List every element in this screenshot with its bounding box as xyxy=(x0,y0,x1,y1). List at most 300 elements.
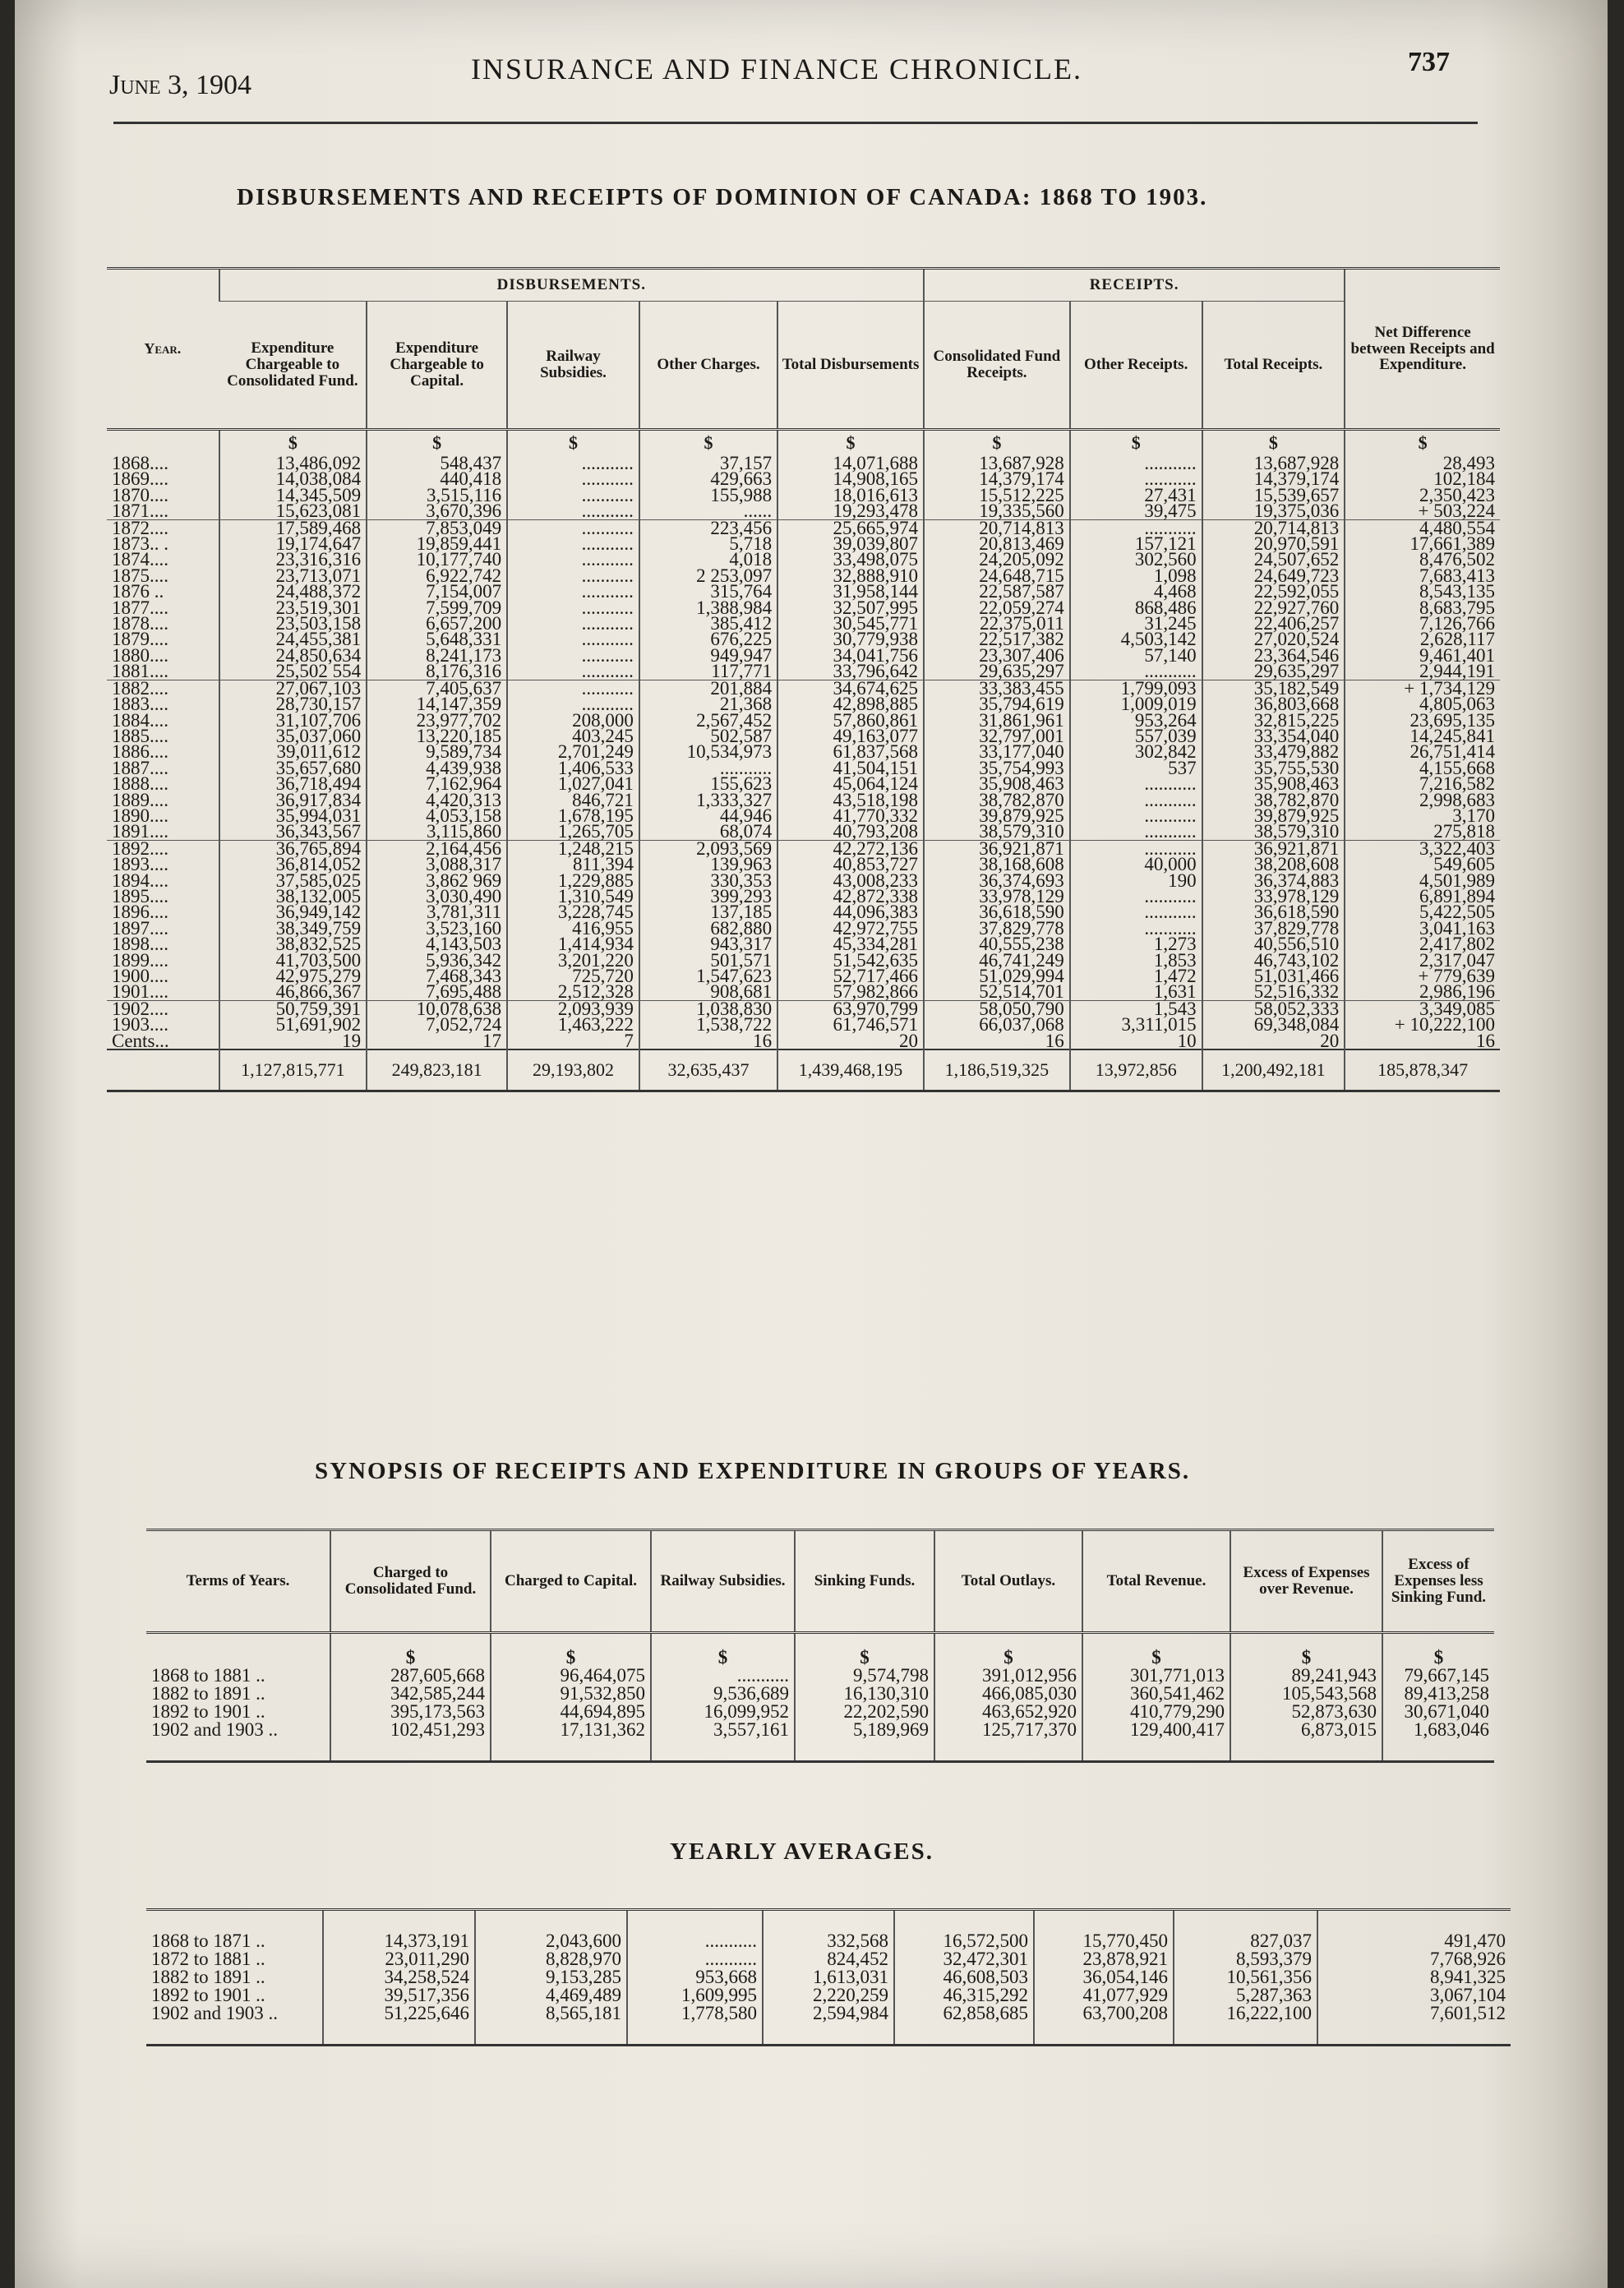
table-cell: 23,316,316 xyxy=(219,551,367,567)
table-cell: 1,248,215 xyxy=(507,840,639,856)
table-cell: 2,093,569 xyxy=(639,840,777,856)
table-cell: 302,842 xyxy=(1070,744,1202,759)
table-cell: 37,157 xyxy=(639,455,777,471)
issue-date: June 3, 1904 xyxy=(109,70,252,100)
total-cell: 1,200,492,181 xyxy=(1202,1049,1345,1091)
table-cell: 41,770,332 xyxy=(777,808,924,823)
table-cell: 3,349,085 xyxy=(1345,1000,1500,1017)
table-cell: 14,038,084 xyxy=(219,471,367,487)
table-cell: 35,037,060 xyxy=(219,728,367,744)
yearly-averages-table xyxy=(146,1908,1511,2046)
table-cell: 16,572,500 xyxy=(894,1932,1034,1950)
row-term: 1902 and 1903 .. xyxy=(151,1719,278,1740)
col-header-year: Year. xyxy=(107,269,219,430)
col-header-total-receipts: Total Receipts. xyxy=(1202,302,1345,430)
table-cell: 7,154,007 xyxy=(367,584,507,599)
table-cell: 4,501,989 xyxy=(1345,873,1500,888)
row-year: 1887.... xyxy=(112,757,168,778)
table-cell: 824,452 xyxy=(763,1950,894,1968)
table-cell: 3,041,163 xyxy=(1345,920,1500,936)
table-cell: 549,605 xyxy=(1345,856,1500,872)
table-cell: ........... xyxy=(507,536,639,551)
table-cell: 36,814,052 xyxy=(219,856,367,872)
table-cell: 19,174,647 xyxy=(219,536,367,551)
row-year: 1893.... xyxy=(112,854,168,875)
table-cell: 3,201,220 xyxy=(507,953,639,968)
table-cell: 1,273 xyxy=(1070,936,1202,952)
col-header-consolidated-expenditure: Expenditure Chargeable to Consolidated Fund. xyxy=(219,302,367,430)
table-cell: ........... xyxy=(507,487,639,503)
table-cell: 14,245,841 xyxy=(1345,728,1500,744)
total-cell xyxy=(107,1049,219,1091)
spacer-row xyxy=(146,1910,1511,1933)
table-cell: 17 xyxy=(367,1033,507,1049)
table-cell: 501,571 xyxy=(639,953,777,968)
table-cell: 3,115,860 xyxy=(367,823,507,840)
synopsis-title: SYNOPSIS OF RECEIPTS AND EXPENDITURE IN GROUPS OF YEARS. xyxy=(315,1458,1191,1484)
table-cell: 24,507,652 xyxy=(1202,551,1345,567)
table-cell: 8,828,970 xyxy=(475,1950,627,1968)
table-cell: 3,322,403 xyxy=(1345,840,1500,856)
table-cell: 57,140 xyxy=(1070,648,1202,663)
table-cell: 6,657,200 xyxy=(367,616,507,631)
table-cell: 7,052,724 xyxy=(367,1017,507,1032)
table-cell: 32,797,001 xyxy=(924,728,1070,744)
table-cell: ........... xyxy=(1070,776,1202,791)
table-cell: 26,751,414 xyxy=(1345,744,1500,759)
table-cell: 1,778,580 xyxy=(627,2004,763,2023)
table-cell: 27,020,524 xyxy=(1202,631,1345,647)
table-cell: ........... xyxy=(1070,808,1202,823)
table-cell: 117,771 xyxy=(639,663,777,680)
table-cell: 13,687,928 xyxy=(1202,455,1345,471)
table-cell: 1,472 xyxy=(1070,968,1202,984)
table-cell: 811,394 xyxy=(507,856,639,872)
table-cell: ........... xyxy=(627,1950,763,1968)
table-cell: 953,264 xyxy=(1070,713,1202,728)
table-cell: 943,317 xyxy=(639,936,777,952)
table-cell: ........... xyxy=(1070,663,1202,680)
row-year: 1883.... xyxy=(112,694,168,715)
table-cell: 31,245 xyxy=(1070,616,1202,631)
spacer-cell xyxy=(146,2023,323,2046)
table-cell: 275,818 xyxy=(1345,823,1500,840)
table-cell: 30,779,938 xyxy=(777,631,924,647)
table-cell: 5,718 xyxy=(639,536,777,551)
col-header-total-disbursements: Total Disbursements xyxy=(777,302,924,430)
table-cell: 16 xyxy=(639,1033,777,1049)
table-cell: 7,695,488 xyxy=(367,984,507,1000)
table-cell: 16 xyxy=(924,1033,1070,1049)
spacer-row xyxy=(146,1739,1494,1762)
spacer-cell xyxy=(1174,2023,1317,2046)
table-cell: 391,012,956 xyxy=(934,1667,1082,1685)
table-cell: 24,488,372 xyxy=(219,584,367,599)
col-header-railway-subsidies: Railway Subsidies. xyxy=(651,1530,795,1633)
table-cell: 827,037 xyxy=(1174,1932,1317,1950)
table-cell: 3,670,396 xyxy=(367,503,507,519)
table-cell: 51,031,466 xyxy=(1202,968,1345,984)
row-year: 1884.... xyxy=(112,709,168,731)
table-cell: 4,480,554 xyxy=(1345,519,1500,536)
total-cell: 32,635,437 xyxy=(639,1049,777,1091)
table-cell: 403,245 xyxy=(507,728,639,744)
col-header-consolidated-receipts: Consolidated Fund Receipts. xyxy=(924,302,1070,430)
table-cell: 34,041,756 xyxy=(777,648,924,663)
table-cell: 3,030,490 xyxy=(367,888,507,904)
table-cell: 5,936,342 xyxy=(367,953,507,968)
table-cell: 63,700,208 xyxy=(1034,2004,1174,2023)
table-row xyxy=(146,1950,1511,1968)
table-cell: 33,479,882 xyxy=(1202,744,1345,759)
table-cell: 30,545,771 xyxy=(777,616,924,631)
table-cell: 96,464,075 xyxy=(491,1667,651,1685)
row-year: 1882.... xyxy=(112,677,168,699)
table-cell: 1,009,019 xyxy=(1070,696,1202,712)
table-cell: 20,970,591 xyxy=(1202,536,1345,551)
table-cell: 22,202,590 xyxy=(795,1703,934,1721)
table-cell: 39,475 xyxy=(1070,503,1202,519)
table-cell: 52,516,332 xyxy=(1202,984,1345,1000)
table-cell: 1,613,031 xyxy=(763,1968,894,1986)
table-cell: 22,375,011 xyxy=(924,616,1070,631)
table-cell: 35,908,463 xyxy=(1202,776,1345,791)
table-cell: 6,922,742 xyxy=(367,568,507,584)
table-cell: 36,921,871 xyxy=(924,840,1070,856)
table-cell: 908,681 xyxy=(639,984,777,1000)
unit-cell: $ xyxy=(219,430,367,456)
table-cell: ........... xyxy=(507,584,639,599)
table-cell: 51,691,902 xyxy=(219,1017,367,1032)
table-cell: 52,514,701 xyxy=(924,984,1070,1000)
table-cell: 342,585,244 xyxy=(330,1685,491,1703)
table-cell: 33,383,455 xyxy=(924,680,1070,696)
table-cell: 3,170 xyxy=(1345,808,1500,823)
table-cell: 32,472,301 xyxy=(894,1950,1034,1968)
table-cell: 16,099,952 xyxy=(651,1703,795,1721)
table-cell: 8,476,502 xyxy=(1345,551,1500,567)
table-row xyxy=(146,1721,1494,1739)
table-cell: ........... xyxy=(507,631,639,647)
header-rule xyxy=(113,122,1478,124)
table-cell: 4,018 xyxy=(639,551,777,567)
table-cell: 22,406,257 xyxy=(1202,616,1345,631)
table-cell: 36,765,894 xyxy=(219,840,367,856)
table-cell: 38,832,525 xyxy=(219,936,367,952)
synopsis-table xyxy=(146,1529,1494,1763)
row-term: 1882 to 1891 .. xyxy=(151,1683,265,1704)
table-cell: 410,779,290 xyxy=(1082,1703,1230,1721)
table-cell: 1,027,041 xyxy=(507,776,639,791)
row-year: 1871.... xyxy=(107,503,219,519)
table-cell: 557,039 xyxy=(1070,728,1202,744)
table-cell: 36,618,590 xyxy=(924,904,1070,920)
table-cell: 40,793,208 xyxy=(777,823,924,840)
table-cell: ........... xyxy=(507,680,639,696)
col-header-railway-subsidies: Railway Subsidies. xyxy=(507,302,639,430)
table-cell: 33,354,040 xyxy=(1202,728,1345,744)
table-cell: 15,512,225 xyxy=(924,487,1070,503)
spacer-cell xyxy=(894,1910,1034,1933)
table-cell: 36,054,146 xyxy=(1034,1968,1174,1986)
table-cell: 2,628,117 xyxy=(1345,631,1500,647)
table-cell: 40,853,727 xyxy=(777,856,924,872)
table-cell: 223,456 xyxy=(639,519,777,536)
table-cell: ........... xyxy=(507,519,639,536)
table-cell: 20 xyxy=(777,1033,924,1049)
table-cell: 46,608,503 xyxy=(894,1968,1034,1986)
table-cell: 37,829,778 xyxy=(1202,920,1345,936)
table-cell: 3,088,317 xyxy=(367,856,507,872)
table-cell: 2,998,683 xyxy=(1345,792,1500,808)
col-header-total-outlays: Total Outlays. xyxy=(934,1530,1082,1633)
table-cell: 2 253,097 xyxy=(639,568,777,584)
table-cell: 89,241,943 xyxy=(1230,1667,1382,1685)
table-cell: 7,768,926 xyxy=(1317,1950,1511,1968)
table-cell: 37,829,778 xyxy=(924,920,1070,936)
table-cell: 7,216,582 xyxy=(1345,776,1500,791)
table-cell: 502,587 xyxy=(639,728,777,744)
table-cell: ........... xyxy=(1070,519,1202,536)
row-year: 1877.... xyxy=(112,597,168,618)
table-cell: 3,228,745 xyxy=(507,904,639,920)
row-year: 1897.... xyxy=(112,917,168,939)
spacer-cell xyxy=(475,1910,627,1933)
table-cell: 1,547,623 xyxy=(639,968,777,984)
unit-cell-blank xyxy=(107,430,219,456)
table-cell: 4,468 xyxy=(1070,584,1202,599)
table-cell: 23,977,702 xyxy=(367,713,507,728)
table-row xyxy=(146,1685,1494,1703)
row-term: 1868 to 1871 .. xyxy=(151,1931,265,1951)
table-cell: 15,623,081 xyxy=(219,503,367,519)
col-header-capital-expenditure: Expenditure Chargeable to Capital. xyxy=(367,302,507,430)
table-cell: 42,872,338 xyxy=(777,888,924,904)
table-cell: 429,663 xyxy=(639,471,777,487)
unit-cell: $ xyxy=(795,1633,934,1668)
row-year: 1872.... xyxy=(112,517,168,538)
table-cell: 46,743,102 xyxy=(1202,953,1345,968)
table-cell: 315,764 xyxy=(639,584,777,599)
table-cell: 57,982,866 xyxy=(777,984,924,1000)
table-cell: 725,720 xyxy=(507,968,639,984)
row-term: 1882 to 1891 .. xyxy=(151,1967,265,1987)
table-cell: 4,503,142 xyxy=(1070,631,1202,647)
table-cell: 1,414,934 xyxy=(507,936,639,952)
table-cell: 8,941,325 xyxy=(1317,1968,1511,1986)
unit-cell: $ xyxy=(491,1633,651,1668)
table-cell: 4,143,503 xyxy=(367,936,507,952)
table-cell: 52,717,466 xyxy=(777,968,924,984)
table-cell: 25,502 554 xyxy=(219,663,367,680)
table-cell: 45,334,281 xyxy=(777,936,924,952)
table-cell: 38,579,310 xyxy=(1202,823,1345,840)
row-year: 1878.... xyxy=(112,613,168,634)
row-year: 1885.... xyxy=(112,725,168,746)
table-cell: 61,837,568 xyxy=(777,744,924,759)
spacer-cell xyxy=(1082,1739,1230,1762)
row-year: 1896.... xyxy=(112,902,168,923)
table-cell: 14,071,688 xyxy=(777,455,924,471)
row-term: 1872 to 1881 .. xyxy=(151,1949,265,1969)
table-cell: 8,683,795 xyxy=(1345,600,1500,616)
table-cell: 39,879,925 xyxy=(924,808,1070,823)
table-cell: 1,406,533 xyxy=(507,760,639,776)
table-cell: 35,755,530 xyxy=(1202,760,1345,776)
table-cell: 5,422,505 xyxy=(1345,904,1500,920)
col-header-terms: Terms of Years. xyxy=(146,1530,330,1633)
table-cell: + 779,639 xyxy=(1345,968,1500,984)
table-cell: 466,085,030 xyxy=(934,1685,1082,1703)
unit-cell: $ xyxy=(1345,430,1500,456)
row-year: 1886.... xyxy=(112,741,168,763)
table-cell: 13,486,092 xyxy=(219,455,367,471)
table-cell: 91,532,850 xyxy=(491,1685,651,1703)
publication-title: INSURANCE AND FINANCE CHRONICLE. xyxy=(471,53,1083,85)
table-cell: 44,096,383 xyxy=(777,904,924,920)
spacer-cell xyxy=(934,1739,1082,1762)
table-cell: 24,455,381 xyxy=(219,631,367,647)
spacer-cell xyxy=(763,2023,894,2046)
table-cell: 24,649,723 xyxy=(1202,568,1345,584)
table-cell: 13,687,928 xyxy=(924,455,1070,471)
row-year: 1890.... xyxy=(112,805,168,826)
table-cell: 4,053,158 xyxy=(367,808,507,823)
table-cell: ........... xyxy=(1070,471,1202,487)
page-header xyxy=(109,45,1449,103)
table-cell: 3,311,015 xyxy=(1070,1017,1202,1032)
table-cell: 39,517,356 xyxy=(323,1986,475,2004)
table-cell: 44,946 xyxy=(639,808,777,823)
row-year: 1895.... xyxy=(112,885,168,906)
table-cell: 10 xyxy=(1070,1033,1202,1049)
table-cell: 49,163,077 xyxy=(777,728,924,744)
table-cell: ........... xyxy=(507,455,639,471)
table-cell: 36,374,883 xyxy=(1202,873,1345,888)
newspaper-page xyxy=(15,0,1608,2288)
row-year: Cents... xyxy=(112,1030,169,1051)
table-cell: 51,542,635 xyxy=(777,953,924,968)
table-cell: 28,730,157 xyxy=(219,696,367,712)
table-cell: 7 xyxy=(507,1033,639,1049)
total-cell: 1,186,519,325 xyxy=(924,1049,1070,1091)
table-cell: 1,538,722 xyxy=(639,1017,777,1032)
table-cell: 31,107,706 xyxy=(219,713,367,728)
table-cell: 9,536,689 xyxy=(651,1685,795,1703)
table-cell: 38,208,608 xyxy=(1202,856,1345,872)
table-cell: 1,543 xyxy=(1070,1000,1202,1017)
table-cell: 30,671,040 xyxy=(1382,1703,1494,1721)
spacer-cell xyxy=(1317,2023,1511,2046)
col-header-charged-consolidated: Charged to Consolidated Fund. xyxy=(330,1530,491,1633)
table-cell: 137,185 xyxy=(639,904,777,920)
table-cell: 17,589,468 xyxy=(219,519,367,536)
table-cell: + 10,222,100 xyxy=(1345,1017,1500,1032)
table-cell: 105,543,568 xyxy=(1230,1685,1382,1703)
table-cell: 40,555,238 xyxy=(924,936,1070,952)
table-cell: 31,861,961 xyxy=(924,713,1070,728)
table-cell: 3,523,160 xyxy=(367,920,507,936)
table-cell: 22,059,274 xyxy=(924,600,1070,616)
table-cell: 69,348,084 xyxy=(1202,1017,1345,1032)
table-cell: + 503,224 xyxy=(1345,503,1500,519)
table-cell: 416,955 xyxy=(507,920,639,936)
row-term: 1902 and 1903 .. xyxy=(151,2003,278,2023)
table-cell: 16,130,310 xyxy=(795,1685,934,1703)
table-cell: ........... xyxy=(507,616,639,631)
table-cell: 46,315,292 xyxy=(894,1986,1034,2004)
table-cell: 19,375,036 xyxy=(1202,503,1345,519)
table-cell: 6,891,894 xyxy=(1345,888,1500,904)
table-cell: 17,131,362 xyxy=(491,1721,651,1739)
row-year: 1894.... xyxy=(112,870,168,891)
table-row xyxy=(146,1968,1511,1986)
table-cell: 1,333,327 xyxy=(639,792,777,808)
table-cell: 5,648,331 xyxy=(367,631,507,647)
table-cell: 24,648,715 xyxy=(924,568,1070,584)
table-cell: 52,873,630 xyxy=(1230,1703,1382,1721)
table-cell: 40,556,510 xyxy=(1202,936,1345,952)
table-cell: 3,781,311 xyxy=(367,904,507,920)
unit-cell: $ xyxy=(1382,1633,1494,1668)
row-year: 1874.... xyxy=(112,549,168,570)
table-cell: ........... xyxy=(1070,920,1202,936)
table-cell: 1,609,995 xyxy=(627,1986,763,2004)
table-cell: 1,683,046 xyxy=(1382,1721,1494,1739)
table-cell: 34,674,625 xyxy=(777,680,924,696)
table-cell: 190 xyxy=(1070,873,1202,888)
table-cell: ........... xyxy=(627,1932,763,1950)
table-cell: 40,000 xyxy=(1070,856,1202,872)
table-cell: 36,949,142 xyxy=(219,904,367,920)
row-year: 1880.... xyxy=(112,644,168,666)
table-cell: 23,364,546 xyxy=(1202,648,1345,663)
table-cell: 7,405,637 xyxy=(367,680,507,696)
table-cell: 42,898,885 xyxy=(777,696,924,712)
spacer-cell xyxy=(475,2023,627,2046)
table-cell: 6,873,015 xyxy=(1230,1721,1382,1739)
table-cell: 29,635,297 xyxy=(924,663,1070,680)
table-cell: 19,293,478 xyxy=(777,503,924,519)
table-cell: 42,975,279 xyxy=(219,968,367,984)
table-cell: ........... xyxy=(507,600,639,616)
row-year: 1868.... xyxy=(112,453,168,473)
table-cell: 22,592,055 xyxy=(1202,584,1345,599)
table-cell: 20,714,813 xyxy=(1202,519,1345,536)
table-cell: ........... xyxy=(507,503,639,519)
table-cell: 50,759,391 xyxy=(219,1000,367,1017)
table-cell: 3,067,104 xyxy=(1317,1986,1511,2004)
table-cell: 24,850,634 xyxy=(219,648,367,663)
table-cell: 39,011,612 xyxy=(219,744,367,759)
table-cell: 3,515,116 xyxy=(367,487,507,503)
table-cell: 19,859,441 xyxy=(367,536,507,551)
spacer-cell xyxy=(1034,1910,1174,1933)
spacer-cell xyxy=(1034,2023,1174,2046)
table-cell: 18,016,613 xyxy=(777,487,924,503)
table-cell: 20,813,469 xyxy=(924,536,1070,551)
table-cell: ...... xyxy=(639,503,777,519)
table-cell: 25,665,974 xyxy=(777,519,924,536)
table-cell: 20,714,813 xyxy=(924,519,1070,536)
table-cell: 3,557,161 xyxy=(651,1721,795,1739)
table-cell: 57,860,861 xyxy=(777,713,924,728)
table-cell: 302,560 xyxy=(1070,551,1202,567)
col-header-net-difference: Net Difference between Receipts and Expenditure. xyxy=(1345,269,1500,430)
table-cell: 2,417,802 xyxy=(1345,936,1500,952)
table-cell: 42,272,136 xyxy=(777,840,924,856)
table-cell: 43,518,198 xyxy=(777,792,924,808)
